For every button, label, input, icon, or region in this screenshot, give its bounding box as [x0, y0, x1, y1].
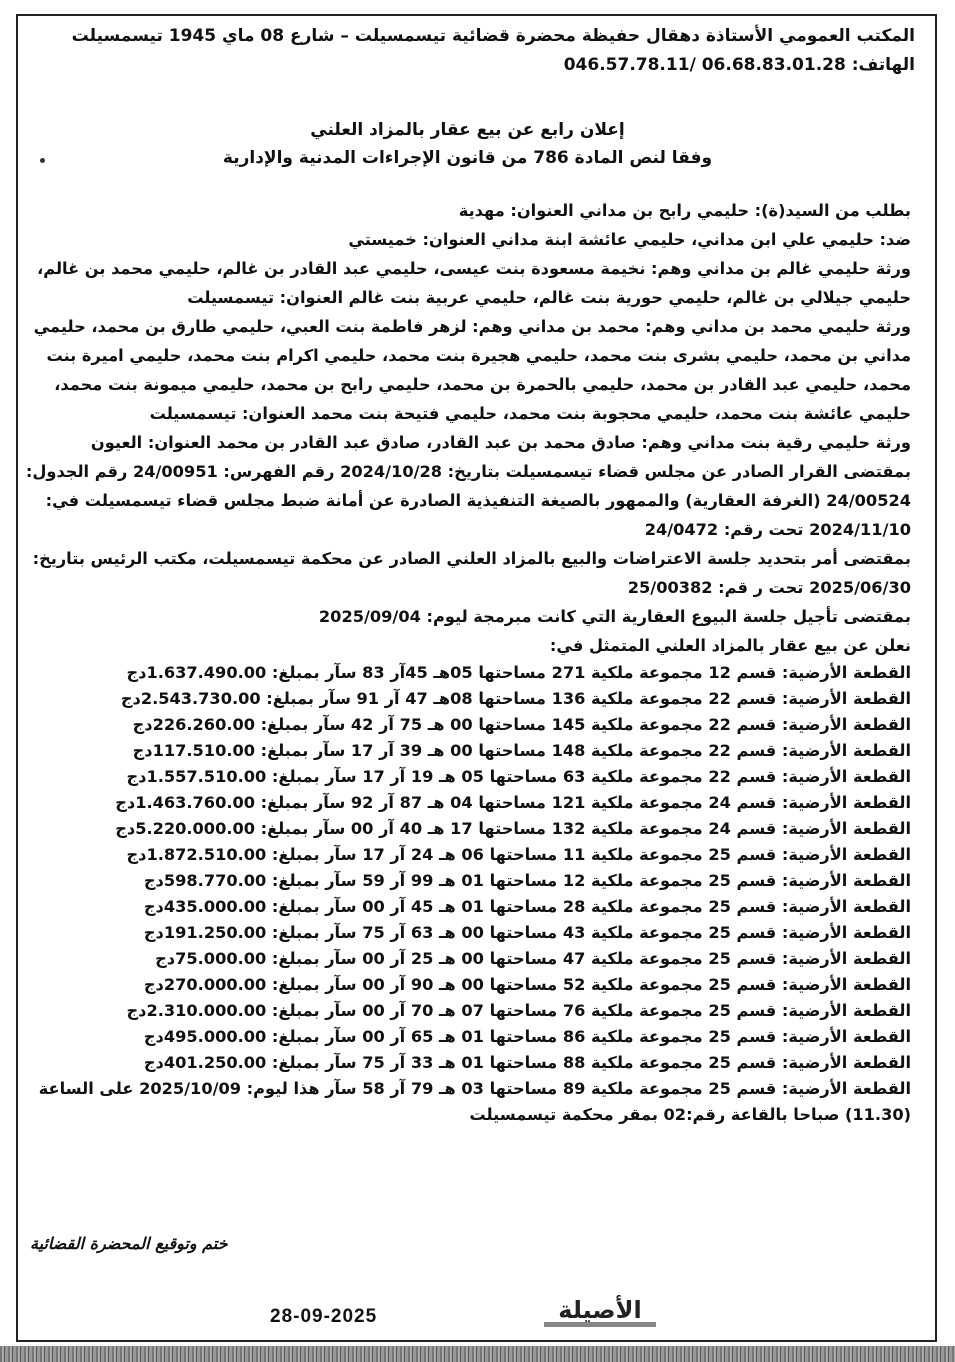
lot-item: القطعة الأرضية: قسم 24 مجموعة ملكية 132 مساحتها 17 هـ 40 آر 00 سآر بمبلغ: 5.220.000.00دج [115, 819, 911, 838]
lot-item: القطعة الأرضية: قسم 25 مجموعة ملكية 86 مساحتها 01 هـ 65 آر 00 سآر بمبلغ: 495.000.00دج [143, 1027, 911, 1046]
announcement-title: إعلان رابع عن بيع عقار بالمزاد العلني [310, 120, 625, 140]
lot-item: القطعة الأرضية: قسم 25 مجموعة ملكية 11 مساحتها 06 هـ 24 آر 17 سآر بمبلغ: 1.872.510.00دج [126, 845, 911, 864]
lot-item: القطعة الأرضية: قسم 25 مجموعة ملكية 76 مساحتها 07 هـ 70 آر 00 سآر بمبلغ: 2.310.000.00دج [126, 1001, 911, 1020]
lot-item: القطعة الأرضية: قسم 25 مجموعة ملكية 88 مساحتها 01 هـ 33 آر 75 سآر بمبلغ: 401.250.00دج [143, 1053, 911, 1072]
announcement [20, 22, 915, 1128]
lot-item: القطعة الأرضية: قسم 25 مجموعة ملكية 43 مساحتها 00 هـ 63 آر 75 سآر بمبلغ: 191.250.00دج [143, 923, 911, 942]
publication-date: 28-09-2025 [270, 1306, 378, 1327]
against: ضد: حليمي علي ابن مداني، حليمي عائشة ابنة مداني العنوان: خميستي [348, 230, 911, 249]
heirs-ghalem: ورثة حليمي غالم بن مداني وهم: نخيمة مسعودة بنت عيسى، حليمي عبد القادر بن غالم، حليمي محمد بن غالم، حليمي جيلالي بن غالم، حليمي حورية بنت غالم، حليمي عربية بنت غالم العنوان: تيسمسيلت [37, 259, 911, 307]
lot-item: القطعة الأرضية: قسم 25 مجموعة ملكية 52 مساحتها 00 هـ 90 آر 00 سآر بمبلغ: 270.000.00دج [143, 975, 911, 994]
lot-item: القطعة الأرضية: قسم 25 مجموعة ملكية 47 مساحتها 00 هـ 25 آر 00 سآر بمبلغ: 75.000.00دج [155, 949, 911, 968]
lot-item: القطعة الأرضية: قسم 22 مجموعة ملكية 63 مساحتها 05 هـ 19 آر 17 سآر بمبلغ: 1.557.510.00دج [126, 767, 911, 786]
scan-edge [0, 1346, 955, 1362]
auction-order: بمقتضى أمر بتحديد جلسة الاعتراضات والبيع بالمزاد العلني الصادر عن محكمة تيسمسيلت، مكتب الرئيس بتاريخ: 2025/06/30 تحت ر قم: 25/00382 [32, 549, 911, 597]
office-line: المكتب العمومي الأستاذة دهقال حفيظة محضرة قضائية تيسمسيلت – شارع 08 ماي 1945 تيسمسيلت [71, 26, 915, 46]
lot-item: القطعة الأرضية: قسم 25 مجموعة ملكية 12 مساحتها 01 هـ 99 آر 59 سآر بمبلغ: 598.770.00دج [143, 871, 911, 890]
phone-line: الهاتف: 06.68.83.01.28 /046.57.78.11 [563, 55, 915, 75]
heirs-mohamed: ورثة حليمي محمد بن مداني وهم: محمد بن مداني وهم: لزهر فاطمة بنت العبي، حليمي طارق بن محمد، حليمي مداني بن محمد، حليمي بشرى بنت محمد، حليمي هجيرة بنت محمد، حليمي اكرام بنت محمد، حليمي اميرة بنت محمد، حليمي عبد القادر بن محمد، حليمي بالحمرة بن محمد، حليمي رابح بن محمد، حليمي ميمونة بنت محمد، حليمي عائشة بنت محمد، حليمي محجوبة بنت محمد، حليمي فتيحة بنت محمد العنوان: تيسمسيلت [33, 317, 911, 423]
court-decision: بمقتضى القرار الصادر عن مجلس قضاء تيسمسيلت بتاريخ: 2024/10/28 رقم الفهرس: 24/00951 رقم الجدول: 24/00524 (الغرفة العقارية) والممهور بالصيغة التنفيذية الصادرة عن أمانة ضبط مجلس قضاء تيسمسيلت في: 2024/11/10 تحت رقم: 24/0472 [25, 462, 911, 539]
lots-list [20, 660, 915, 1128]
lot-item: القطعة الأرضية: قسم 22 مجموعة ملكية 136 مساحتها 08هـ 47 آر 91 سآر بمبلغ: 2.543.730.00دج [120, 689, 911, 708]
lot-item: القطعة الأرضية: قسم 12 مجموعة ملكية 271 مساحتها 05هـ 45آر 83 سآر بمبلغ: 1.637.490.00دج [126, 663, 911, 682]
lot-item: القطعة الأرضية: قسم 25 مجموعة ملكية 28 مساحتها 01 هـ 45 آر 00 سآر بمبلغ: 435.000.00دج [143, 897, 911, 916]
logo-text: الأصيلة [558, 1296, 642, 1324]
signature-label: ختم وتوقيع المحضرة القضائية [30, 1234, 228, 1253]
auction-intro: نعلن عن بيع عقار بالمزاد العلني المتمثل في: [549, 636, 911, 655]
lot-item-final: القطعة الأرضية: قسم 25 مجموعة ملكية 89 مساحتها 03 هـ 79 آر 58 سآر هذا ليوم: 2025/10/09 على الساعة (11.30) صباحا بالقاعة رقم:02 بمقر محكمة تيسمسيلت [38, 1079, 911, 1124]
lot-item: القطعة الأرضية: قسم 24 مجموعة ملكية 121 مساحتها 04 هـ 87 آر 92 سآر بمبلغ: 1.463.760.00دج [115, 793, 911, 812]
newspaper-logo [540, 1292, 660, 1330]
heirs-rokia: ورثة حليمي رقية بنت مداني وهم: صادق محمد بن عبد القادر، صادق عبد القادر بن محمد العنوان: العيون [90, 433, 911, 452]
postponement: بمقتضى تأجيل جلسة البيوع العقارية التي كانت مبرمجة ليوم: 2025/09/04 [318, 607, 911, 626]
requester: بطلب من السيد(ة): حليمي رابح بن مداني العنوان: مهدية [458, 201, 911, 220]
legal-basis: وفقا لنص المادة 786 من قانون الإجراءات المدنية والإدارية [222, 148, 713, 168]
lot-item: القطعة الأرضية: قسم 22 مجموعة ملكية 148 مساحتها 00 هـ 39 آر 17 سآر بمبلغ: 117.510.00دج [132, 741, 911, 760]
title-block [20, 116, 915, 172]
lot-item: القطعة الأرضية: قسم 22 مجموعة ملكية 145 مساحتها 00 هـ 75 آر 42 سآر بمبلغ: 226.260.00دج [132, 715, 911, 734]
